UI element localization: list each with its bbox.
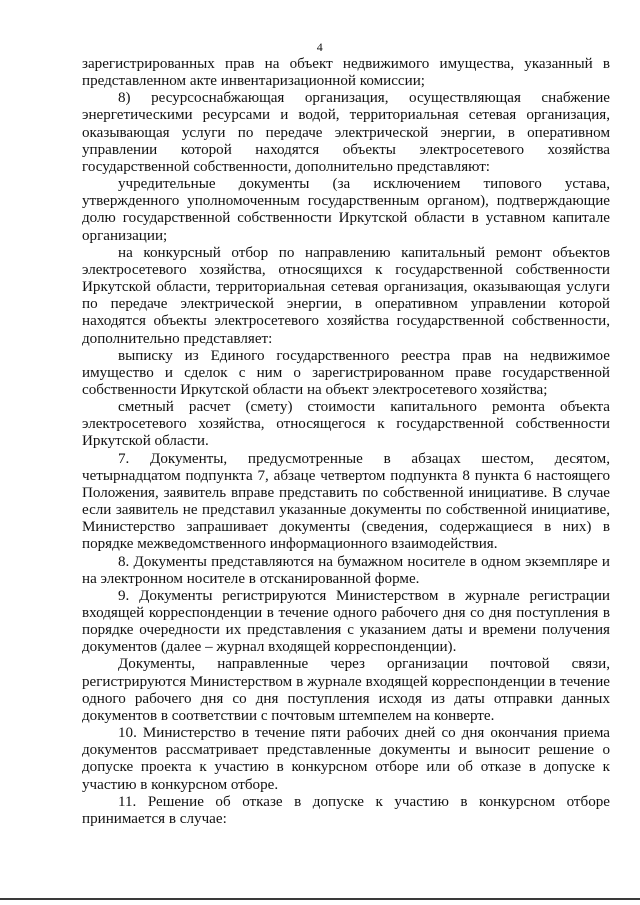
paragraph: зарегистрированных прав на объект недвижимого имущества, указанный в представленном акте инвентаризационной комиссии; [82, 56, 610, 90]
paragraph: сметный расчет (смету) стоимости капитального ремонта объекта электросетевого хозяйства, относящегося к государственной собственности Иркутской области. [82, 399, 610, 450]
page-number: 4 [316, 40, 324, 54]
paragraph: 11. Решение об отказе в допуске к участию в конкурсном отборе принимается в случае: [82, 793, 610, 827]
paragraph: на конкурсный отбор по направлению капитальный ремонт объектов электросетевого хозяйства, относящихся к государственной собственности Иркутской области, территориальная сетевая организация, оказывающая услуги по передаче электрической энергии, в оперативном управлении которой находятся объекты электросетевого хозяйства государственной собственности, дополнительно представляет: [82, 244, 610, 347]
paragraph: 8) ресурсоснабжающая организация, осуществляющая снабжение энергетическими ресурсами и водой, территориальная сетевая организация, оказывающая услуги по передаче электрической энергии, в оперативном управлении которой находятся объекты электросетевого хозяйства государственной собственности, дополнительно представляют: [82, 90, 610, 175]
document-body [82, 56, 610, 828]
paragraph: учредительные документы (за исключением типового устава, утвержденного уполномоченным государственным органом), подтверждающие долю государственной собственности Иркутской области в уставном капитале организации; [82, 176, 610, 244]
scan-edge-divider [0, 898, 640, 900]
paragraph: 10. Министерство в течение пяти рабочих дней со дня окончания приема документов рассматривает представленные документы и выносит решение о допуске проекта к участию в конкурсном отборе или об отказе в допуске к участию в конкурсном отборе. [82, 725, 610, 793]
paragraph: Документы, направленные через организации почтовой связи, регистрируются Министерством в журнале входящей корреспонденции в течение одного рабочего дня со дня поступления исходя из даты отправки данных документов в соответствии с почтовым штемпелем на конверте. [82, 656, 610, 724]
paragraph: 7. Документы, предусмотренные в абзацах шестом, десятом, четырнадцатом подпункта 7, абзаце четвертом подпункта 8 пункта 6 настоящего Положения, заявитель вправе представить по собственной инициативе. В случае если заявитель не представил указанные документы по собственной инициативе, Министерство запрашивает документы (сведения, содержащиеся в них) в порядке межведомственного информационного взаимодействия. [82, 450, 610, 553]
paragraph: выписку из Единого государственного реестра прав на недвижимое имущество и сделок с ним о зарегистрированном праве государственной собственности Иркутской области на объект электросетевого хозяйства; [82, 347, 610, 398]
paragraph: 9. Документы регистрируются Министерством в журнале регистрации входящей корреспонденции в течение одного рабочего дня со дня поступления в порядке очередности их представления с указанием даты и времени получения документов (далее – журнал входящей корреспонденции). [82, 587, 610, 656]
paragraph: 8. Документы представляются на бумажном носителе в одном экземпляре и на электронном носителе в отсканированной форме. [82, 553, 610, 587]
